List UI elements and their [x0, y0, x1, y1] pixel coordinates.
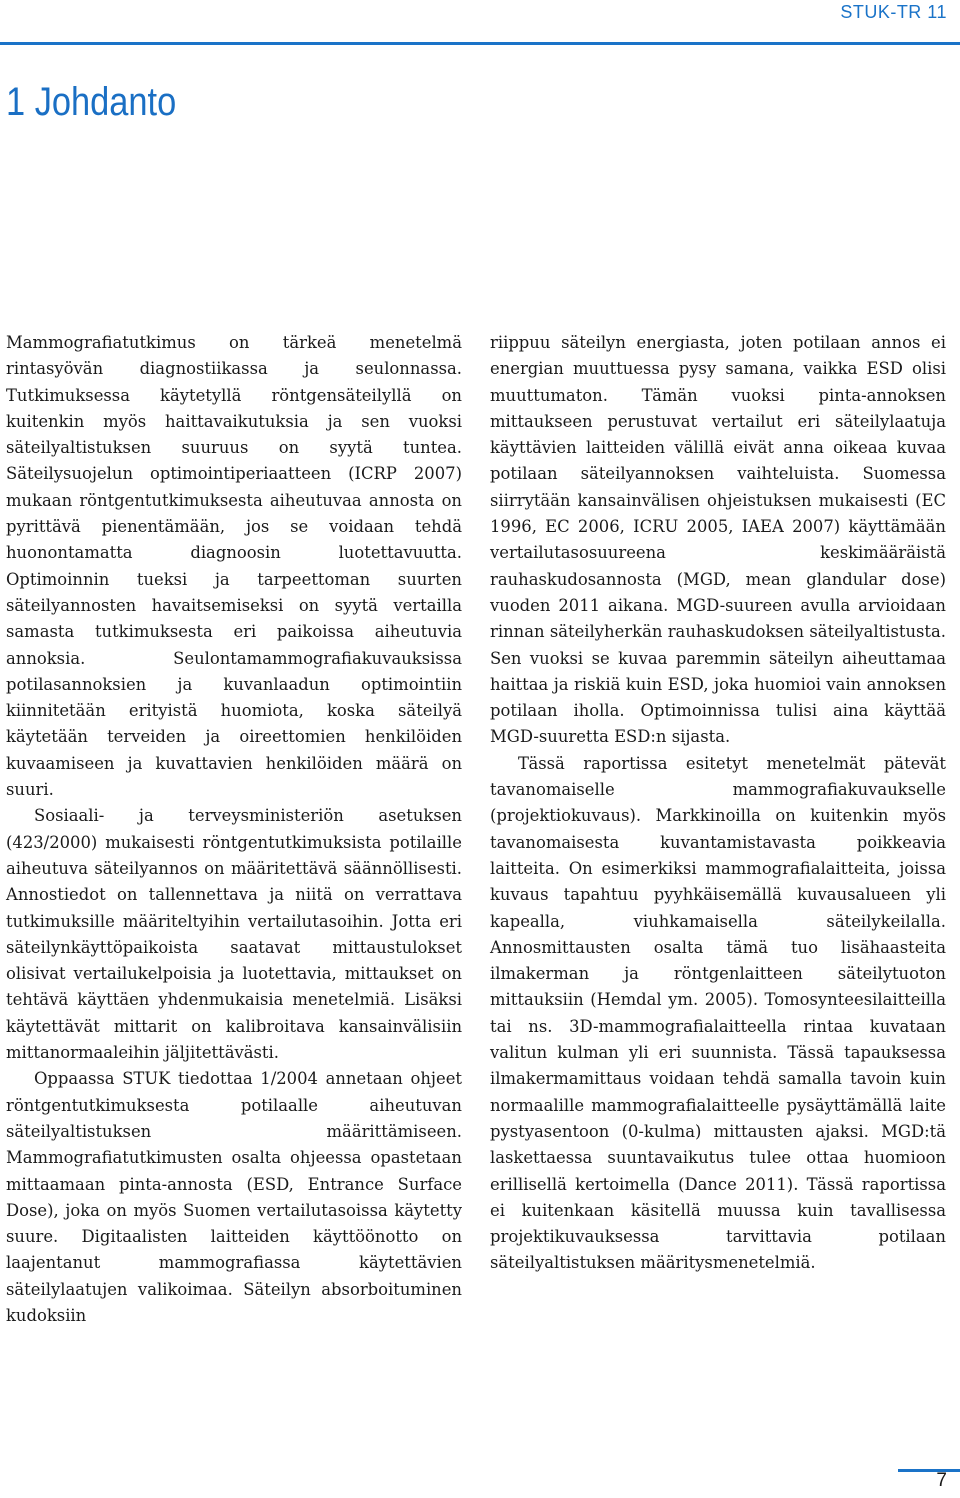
paragraph: Oppaassa STUK tiedottaa 1/2004 annetaan ohjeet röntgentutkimuksesta potilaalle aiheutuvan säteilyaltistuksen määrittämiseen. Mammografiatutkimusten osalta ohjeessa opastetaan mittaamaan pinta-annosta (ESD, Entrance Surface Dose), joka on myös Suomen vertailutasoissa käytetty suure. Digitaalisten laitteiden käyttöönotto on laajentanut mammografiassa käytettävien säteilylaatujen valikoimaa. Säteilyn absorboituminen kudoksiin [6, 1069, 462, 1325]
running-head: STUK-TR 11 [840, 2, 947, 22]
chapter-title: 1 Johdanto [6, 80, 177, 124]
left-column [6, 330, 462, 1329]
paragraph: Tässä raportissa esitetyt menetelmät pätevät tavanomaiselle mammografiakuvaukselle (projektiokuvaus). Markkinoilla on kuitenkin myös tavanomaisesta kuvantamistavasta poikkeavia laitteita. On esimerkiksi mammografialaitteita, joissa kuvaus tapahtuu pyyhkäisemällä kuvausalueen yli kapealla, viuhkamaisella säteilykeilalla. Annosmittausten osalta tämä tuo lisähaasteita ilmakerman ja röntgenlaitteen säteilytuoton mittauksiin (Hemdal ym. 2005). Tomosynteesilaitteilla tai ns. 3D-mammografialaitteella rintaa kuvataan valitun kulman yli eri suunnista. Tässä tapauksessa ilmakermamittaus voidaan tehdä samalla tavoin kuin normaalille mammografialaitteelle pysäyttämällä laite pystyasentoon (0-kulma) mittausten ajaksi. MGD:tä laskettaessa suuntavaikutus tulee ottaa huomioon erillisellä kertoimella (Dance 2011). Tässä raportissa ei kuitenkaan käsitellä muussa kuin tavallisessa projektikuvauksessa tarvittavia potilaan säteilyaltistuksen määritysmenetelmiä. [490, 753, 946, 1273]
right-column [490, 330, 946, 1277]
paragraph: Sosiaali- ja terveysministeriön asetuksen (423/2000) mukaisesti röntgentutkimuksista potilaille aiheutuva säteilyannos on määritettävä säännöllisesti. Annostiedot on tallennettava ja niitä on verrattava tutkimuksille määriteltyihin vertailutasoihin. Jotta eri säteilynkäyttöpaikoista saatavat mittaustulokset olisivat vertailukelpoisia ja luotettavia, mittaukset on tehtävä käyttäen yhdenmukaisia menetelmiä. Lisäksi käytettävät mittarit on kalibroitava kansainvälisiin mittanormaaleihin jäljitettävästi. [6, 806, 462, 1063]
paragraph: riippuu säteilyn energiasta, joten potilaan annos ei energian muuttuessa pysy samana, vaikka ESD olisi muuttumaton. Tämän vuoksi pinta-annoksen mittaukseen perustuvat vertailut eri säteilylaatuja käyttävien laitteiden välillä eivät anna oikeaa kuvaa potilaan säteilyannoksen vaihteluista. Suomessa siirrytään kansainvälisen ohjeistuksen mukaisesti (EC 1996, EC 2006, ICRU 2005, IAEA 2007) käyttämään vertailutasosuureena keskimääräistä rauhaskudosannosta (MGD, mean glandular dose) vuoden 2011 aikana. MGD-suureen avulla arvioidaan rinnan säteilyherkän rauhaskudoksen säteilyaltistusta. Sen vuoksi se kuvaa paremmin säteilyn aiheuttamaa haittaa ja riskiä kuin ESD, joka huomioi vain annoksen potilaan iholla. Optimoinnissa tulisi aina käyttää MGD-suuretta ESD:n sijasta. [490, 333, 946, 747]
header-rule [0, 42, 960, 45]
page-number: 7 [936, 1470, 947, 1491]
paragraph: Mammografiatutkimus on tärkeä menetelmä rintasyövän diagnostiikassa ja seulonnassa. Tutkimuksessa käytetyllä röntgensäteilyllä on kuitenkin myös haittavaikutuksia ja sen vuoksi säteilyaltistuksen suuruus on syytä tuntea. Säteilysuojelun optimointiperiaatteen (ICRP 2007) mukaan röntgentutkimuksesta aiheutuvaa annosta on pyrittävä pienentämään, jos se voidaan tehdä huonontamatta diagnoosin luotettavuutta. Optimoinnin tueksi ja tarpeettoman suurten säteilyannosten havaitsemiseksi on syytä vertailla samasta tutkimuksesta eri paikoissa aiheutuvia annoksia. Seulontamammografiakuvauksissa potilasannoksien ja kuvanlaadun optimointiin kiinnitetään erityistä huomiota, koska säteilyä käytetään terveiden ja oireettomien henkilöiden kuvaamiseen ja kuvattavien henkilöiden määrä on suuri. [6, 333, 462, 800]
footer-rule [898, 1469, 960, 1472]
